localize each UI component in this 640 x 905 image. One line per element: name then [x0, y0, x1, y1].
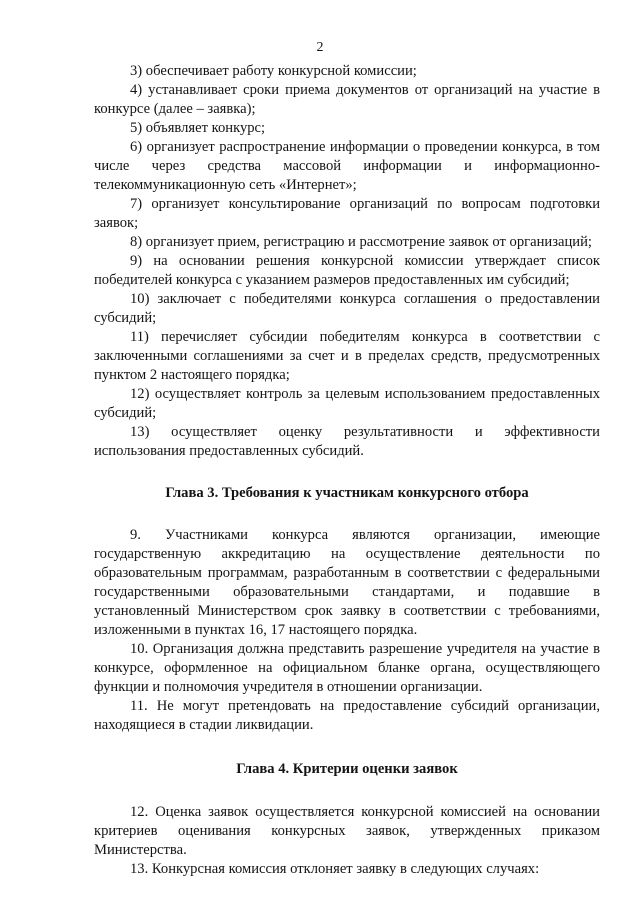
paragraph-12: 12. Оценка заявок осуществляется конкурсной комиссией на основании критериев оценивания конкурсных заявок, утвержденных приказом Министерства.: [94, 804, 600, 858]
paragraph-9: 9. Участниками конкурса являются организации, имеющие государственную аккредитацию на осуществление деятельности по образовательным программам, разработанным в соответствии с федеральными государственными образовательными стандартами, и подавшие в установленный Министерством срок заявку в соответствии с требованиями, изложенными в пунктах 16, 17 настоящего порядка.: [94, 527, 600, 638]
list-item-5: 5) объявляет конкурс;: [130, 120, 266, 136]
list-item-6: 6) организует распространение информации о проведении конкурса, в том числе через средства массовой информации и информационно-телекоммуникационную сеть «Интернет»;: [94, 139, 600, 193]
list-item-3: 3) обеспечивает работу конкурсной комиссии;: [130, 63, 417, 79]
document-body: [94, 62, 600, 879]
paragraph-13: 13. Конкурсная комиссия отклоняет заявку в следующих случаях:: [130, 861, 540, 877]
paragraph-11: 11. Не могут претендовать на предоставление субсидий организации, находящиеся в стадии ликвидации.: [94, 698, 600, 733]
list-item-12: 12) осуществляет контроль за целевым использованием предоставленных субсидий;: [94, 386, 600, 421]
chapter-4-title: Глава 4. Критерии оценки заявок: [236, 761, 458, 777]
list-item-7: 7) организует консультирование организаций по вопросам подготовки заявок;: [94, 196, 600, 231]
paragraph-10: 10. Организация должна представить разрешение учредителя на участие в конкурсе, оформленное на официальном бланке органа, осуществляющего функции и полномочия учредителя в отношении организации.: [94, 641, 600, 695]
chapter-3-title: Глава 3. Требования к участникам конкурсного отбора: [165, 485, 529, 501]
list-item-11: 11) перечисляет субсидии победителям конкурса в соответствии с заключенными соглашениями за счет и в пределах средств, предусмотренных пунктом 2 настоящего порядка;: [94, 329, 600, 383]
list-item-4: 4) устанавливает сроки приема документов от организаций на участие в конкурсе (далее – заявка);: [94, 82, 600, 117]
list-item-13: 13) осуществляет оценку результативности и эффективности использования предоставленных субсидий.: [94, 424, 600, 459]
list-item-10: 10) заключает с победителями конкурса соглашения о предоставлении субсидий;: [94, 291, 600, 326]
list-item-9: 9) на основании решения конкурсной комиссии утверждает список победителей конкурса с указанием размеров предоставленных им субсидий;: [94, 253, 600, 288]
page-number: 2: [316, 40, 324, 55]
list-item-8: 8) организует прием, регистрацию и рассмотрение заявок от организаций;: [130, 234, 592, 250]
